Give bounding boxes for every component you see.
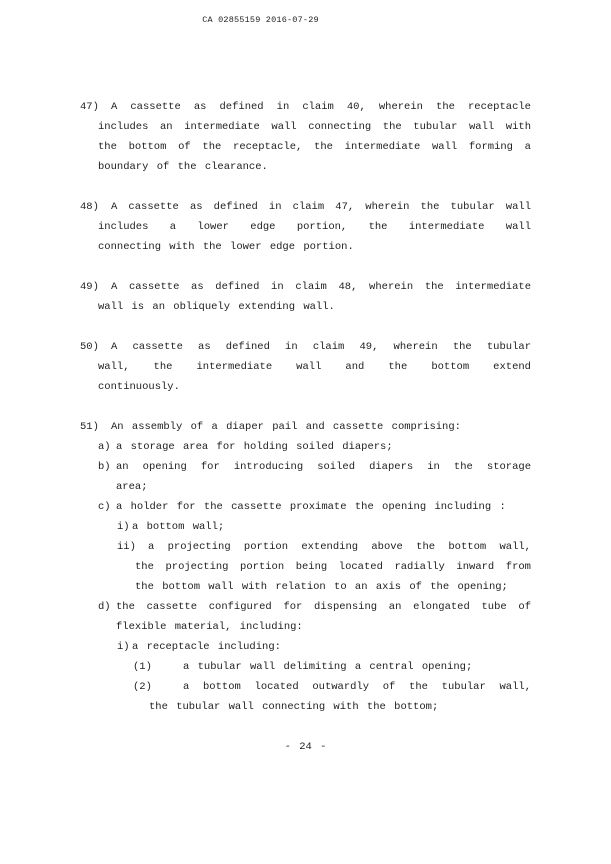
claim-subitem-c-i: [117, 517, 531, 537]
claim-line: the bottom of the receptacle, the intermediate wall forming a: [98, 141, 531, 153]
claim-number: 51): [80, 421, 99, 433]
point-label: (1): [133, 661, 152, 673]
claim-text: a bottom wall;: [132, 521, 225, 533]
claim-line: flexible material, including:: [116, 621, 303, 633]
claim-subitem-c-ii: [117, 537, 531, 597]
claim-point-1: [133, 657, 531, 677]
claim-subitem-d-i: [117, 637, 531, 657]
claim-line: continuously.: [98, 381, 180, 393]
claim-line: [80, 97, 531, 117]
claim-text: A cassette as defined in claim 49, wherein the tubular: [111, 341, 531, 353]
claim-line: boundary of the clearance.: [98, 161, 268, 173]
claim-point-2: [133, 677, 531, 717]
claim-text: a receptacle including:: [132, 641, 281, 653]
claim-number: 47): [80, 101, 99, 113]
item-label: i): [117, 521, 130, 533]
claim-item-c: [98, 497, 531, 517]
claim-line: [80, 197, 531, 217]
claim-text: a tubular wall delimiting a central opening;: [183, 661, 473, 673]
claim-51: [80, 417, 531, 717]
claim-line: the tubular wall connecting with the bottom;: [149, 701, 439, 713]
claims-section: [80, 97, 531, 717]
claim-paragraph: [80, 337, 531, 397]
claim-text: a projecting portion extending above the bottom wall,: [148, 541, 531, 553]
claim-text: the cassette configured for dispensing an elongated tube of: [116, 601, 531, 613]
claim-text: An assembly of a diaper pail and cassette comprising:: [111, 421, 461, 433]
claim-49: [80, 277, 531, 317]
item-label: b): [98, 461, 111, 473]
claim-line: area;: [116, 481, 148, 493]
claim-line: [80, 337, 531, 357]
claim-text: A cassette as defined in claim 47, wherein the tubular wall: [111, 201, 531, 213]
item-label: a): [98, 441, 111, 453]
claim-item-d: [98, 597, 531, 637]
item-label: d): [98, 601, 111, 613]
claim-line: [80, 417, 531, 437]
claim-line: [117, 537, 531, 557]
claim-line: wall is an obliquely extending wall.: [98, 301, 335, 313]
claim-paragraph: [80, 417, 531, 437]
patent-header-id: CA 02855159 2016-07-29: [202, 15, 319, 25]
claim-text: a storage area for holding soiled diapers;: [116, 441, 393, 453]
claim-line: [98, 497, 531, 517]
claim-line: the projecting portion being located radially inward from: [135, 561, 531, 573]
claim-line: connecting with the lower edge portion.: [98, 241, 354, 253]
claim-paragraph: [80, 97, 531, 177]
claim-number: 48): [80, 201, 99, 213]
claim-item-b: [98, 457, 531, 497]
claim-line: [133, 677, 531, 697]
claim-text: an opening for introducing soiled diapers in the storage: [116, 461, 531, 473]
claim-line: [117, 517, 531, 537]
claim-50: [80, 337, 531, 397]
claim-text: A cassette as defined in claim 48, wherein the intermediate: [111, 281, 531, 293]
claim-text: A cassette as defined in claim 40, wherein the receptacle: [111, 101, 531, 113]
claim-line: [80, 277, 531, 297]
claim-line: includes a lower edge portion, the intermediate wall: [98, 221, 531, 233]
claim-text: a bottom located outwardly of the tubular wall,: [183, 681, 531, 693]
claim-paragraph: [80, 197, 531, 257]
claim-48: [80, 197, 531, 257]
item-label: c): [98, 501, 111, 513]
claim-line: wall, the intermediate wall and the bottom extend: [98, 361, 531, 373]
item-label: i): [117, 641, 130, 653]
claim-paragraph: [80, 277, 531, 317]
item-label: ii): [117, 541, 136, 553]
page-number: - 24 -: [284, 741, 327, 753]
claim-47: [80, 97, 531, 177]
claim-line: includes an intermediate wall connecting the tubular wall with: [98, 121, 531, 133]
claim-line: [117, 637, 531, 657]
claim-number: 50): [80, 341, 99, 353]
claim-item-a: [98, 437, 531, 457]
claim-text: a holder for the cassette proximate the opening including :: [116, 501, 506, 513]
claim-line: [133, 657, 531, 677]
claim-line: [98, 457, 531, 477]
claim-number: 49): [80, 281, 99, 293]
claim-line: [98, 597, 531, 617]
claim-line: [98, 437, 531, 457]
point-label: (2): [133, 681, 152, 693]
claim-line: the bottom wall with relation to an axis of the opening;: [135, 581, 508, 593]
